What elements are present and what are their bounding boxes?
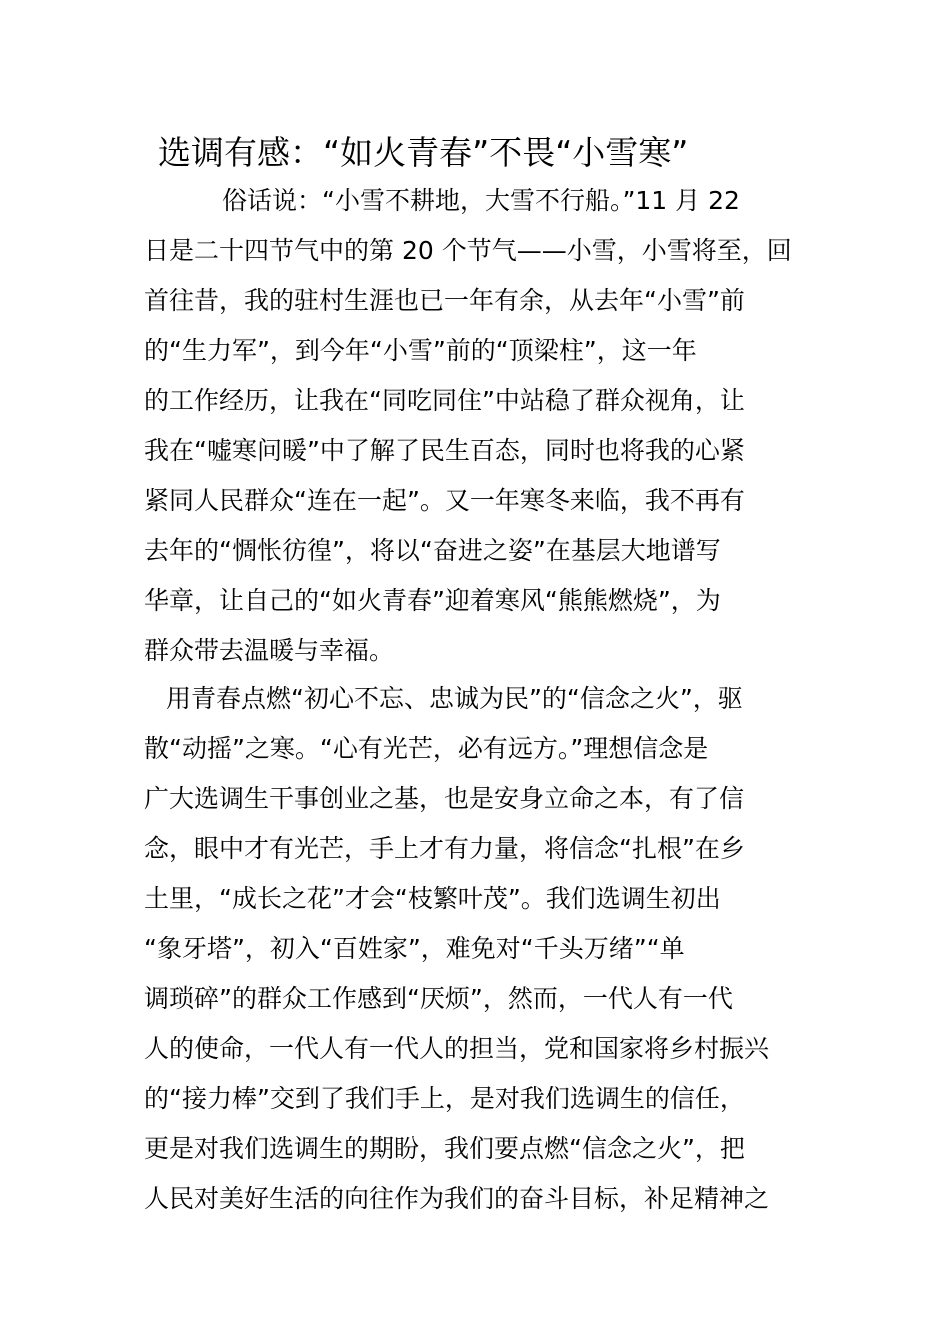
document-title: 选调有感：“如火青春”不畏“小雪寒” (158, 133, 689, 172)
paragraph-line: 调琐碎”的群众工作感到“厌烦”，然而，一代人有一代 (144, 984, 733, 1013)
paragraph-line: 的“接力棒”交到了我们手上，是对我们选调生的信任， (144, 1084, 745, 1113)
paragraph-line: 去年的“惆怅彷徨”，将以“奋进之姿”在基层大地谱写 (144, 536, 721, 565)
paragraph-line: 首往昔，我的驻村生涯也已一年有余，从去年“小雪”前 (144, 286, 745, 315)
paragraph-line: 紧同人民群众“连在一起”。又一年寒冬来临，我不再有 (144, 486, 745, 515)
paragraph-line: 用青春点燃“初心不忘、忠诚为民”的“信念之火”，驱 (166, 684, 743, 713)
paragraph-line: 的工作经历，让我在“同吃同住”中站稳了群众视角，让 (144, 386, 745, 415)
paragraph-line: 更是对我们选调生的期盼，我们要点燃“信念之火”，把 (144, 1134, 745, 1163)
paragraph-line: 人民对美好生活的向往作为我们的奋斗目标，补足精神之 (144, 1184, 770, 1213)
paragraph-line: 日是二十四节气中的第 20 个节气——小雪，小雪将至，回 (144, 236, 792, 265)
paragraph-line: “象牙塔”，初入“百姓家”，难免对“千头万绪”“单 (144, 934, 685, 963)
paragraph-2 (144, 674, 809, 1224)
paragraph-line: 我在“嘘寒问暖”中了解了民生百态，同时也将我的心紧 (144, 436, 745, 465)
paragraph-line: 人的使命，一代人有一代人的担当，党和国家将乡村振兴 (144, 1034, 770, 1063)
paragraph-line: 散“动摇”之寒。“心有光芒，必有远方。”理想信念是 (144, 734, 709, 763)
paragraph-line: 广大选调生干事创业之基，也是安身立命之本，有了信 (144, 784, 745, 813)
paragraph-1 (144, 176, 809, 676)
paragraph-line: 俗话说：“小雪不耕地，大雪不行船。”11 月 22 (222, 186, 740, 215)
paragraph-line: 土里，“成长之花”才会“枝繁叶茂”。我们选调生初出 (144, 884, 721, 913)
paragraph-line: 群众带去温暖与幸福。 (144, 636, 395, 665)
paragraph-line: 的“生力军”，到今年“小雪”前的“顶梁柱”，这一年 (144, 336, 697, 365)
paragraph-line: 念，眼中才有光芒，手上才有力量，将信念“扎根”在乡 (144, 834, 745, 863)
paragraph-line: 华章，让自己的“如火青春”迎着寒风“熊熊燃烧”，为 (144, 586, 721, 615)
